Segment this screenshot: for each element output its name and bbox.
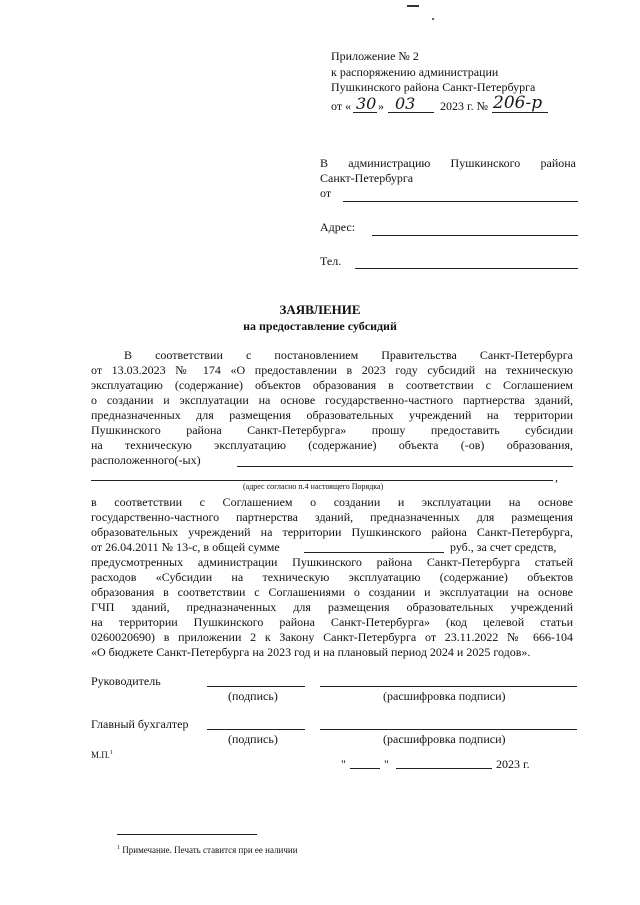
head-decode-hint: (расшифровка подписи): [383, 689, 506, 703]
text-line: образовательных учреждений на территории Пушкинского района Санкт-Петербурга,: [91, 525, 573, 539]
phone-label: Тел.: [320, 254, 342, 268]
from-field[interactable]: [343, 201, 578, 202]
date-close-quote: ": [384, 757, 389, 771]
scan-speck: [407, 5, 419, 7]
scan-speck: [432, 18, 434, 20]
text-line: на территории Пушкинского района Санкт-Петербурга» (код целевой статьи: [91, 615, 573, 629]
handwritten-month: 03: [395, 94, 416, 113]
appendix-date-close: »: [378, 99, 384, 113]
accountant-label: Главный бухгалтер: [91, 717, 189, 731]
document-subtitle: на предоставление субсидий: [243, 319, 397, 333]
accountant-signature-field[interactable]: [207, 729, 305, 730]
accountant-signature-hint: (подпись): [228, 732, 278, 746]
address-hint: (адрес согласно п.4 настоящего Порядка): [243, 482, 384, 491]
text-line: Пушкинского района Санкт-Петербурга» прошу предоставить субсидии: [91, 423, 573, 437]
date-open-quote: ": [341, 757, 346, 771]
text-line: государственно-частного партнерства зданий, предназначенных для размещения: [91, 510, 573, 524]
appendix-date-prefix: от «: [331, 99, 352, 113]
text-line: от 13.03.2023 № 174 «О предоставлении в 2023 году субсидий на техническую: [91, 363, 573, 377]
sum-suffix: руб., за счет средств,: [450, 540, 557, 554]
addressee-city: Санкт-Петербурга: [320, 171, 414, 185]
text-line: ГЧП зданий, предназначенных для размещения образовательных учреждений: [91, 600, 573, 614]
text-line: предусмотренных администрации Пушкинского района Санкт-Петербурга статьей: [91, 555, 573, 569]
footnote-separator: [117, 834, 257, 835]
accountant-name-field[interactable]: [320, 729, 577, 730]
text-line: на техническую эксплуатацию (содержание) объекта (-ов) образования,: [91, 438, 573, 452]
appendix-date-year: 2023 г. №: [440, 99, 489, 113]
comma: ,: [555, 470, 558, 484]
text-line: образования в соответствии с Соглашениями о создании и эксплуатации на основе: [91, 585, 573, 599]
text-line: 0260020690) в приложении 2 к Закону Санкт-Петербурга от 23.11.2022 № 666-104: [91, 630, 573, 644]
head-name-field[interactable]: [320, 686, 577, 687]
address-field[interactable]: [372, 235, 578, 236]
text-line: в соответствии с Соглашением о создании и эксплуатации на основе: [91, 495, 573, 509]
appendix-order-line: к распоряжению администрации: [331, 65, 499, 79]
text-line-last: «О бюджете Санкт-Петербурга на 2023 год и на плановый период 2024 и 2025 годов».: [91, 645, 531, 659]
accountant-decode-hint: (расшифровка подписи): [383, 732, 506, 746]
text-line: предназначенных для размещения образовательных учреждений на территории: [91, 408, 573, 422]
appendix-district-line: Пушкинского района Санкт-Петербурга: [331, 80, 536, 94]
sign-year: 2023 г.: [496, 757, 530, 771]
stamp-label: М.П.$^1$: [91, 750, 114, 760]
text-line: эксплуатацию (содержание) объектов образования в соответствии с Соглашением: [91, 378, 573, 392]
head-label: Руководитель: [91, 674, 161, 688]
sign-day-field[interactable]: [350, 768, 380, 769]
sign-month-field[interactable]: [396, 768, 492, 769]
addressee-line: В администрацию Пушкинского района: [320, 156, 576, 170]
from-label: от: [320, 186, 332, 200]
object-address-field-2[interactable]: [91, 480, 553, 481]
head-signature-field[interactable]: [207, 686, 305, 687]
text-line: В соответствии с постановлением Правительства Санкт-Петербурга: [124, 348, 573, 362]
address-label: Адрес:: [320, 220, 356, 234]
document-title: ЗАЯВЛЕНИЕ: [279, 302, 361, 317]
text-line: о создании и эксплуатации на основе государственно-частного партнерства зданий,: [91, 393, 573, 407]
phone-field[interactable]: [355, 268, 578, 269]
appendix-title: Приложение № 2: [331, 49, 419, 63]
sum-prefix: от 26.04.2011 № 13-с, в общей сумме: [91, 540, 280, 554]
text-line: расходов «Субсидии на техническую эксплуатацию (содержание) объектов: [91, 570, 573, 584]
located-label: расположенного(-ых): [91, 453, 201, 467]
head-signature-hint: (подпись): [228, 689, 278, 703]
sum-field[interactable]: [304, 552, 444, 553]
object-address-field[interactable]: [237, 466, 573, 467]
handwritten-number: 206-р: [493, 93, 543, 113]
footnote: $^1$ Примечание. Печать ставится при ее наличии: [117, 845, 298, 855]
handwritten-day: 30: [356, 94, 377, 113]
